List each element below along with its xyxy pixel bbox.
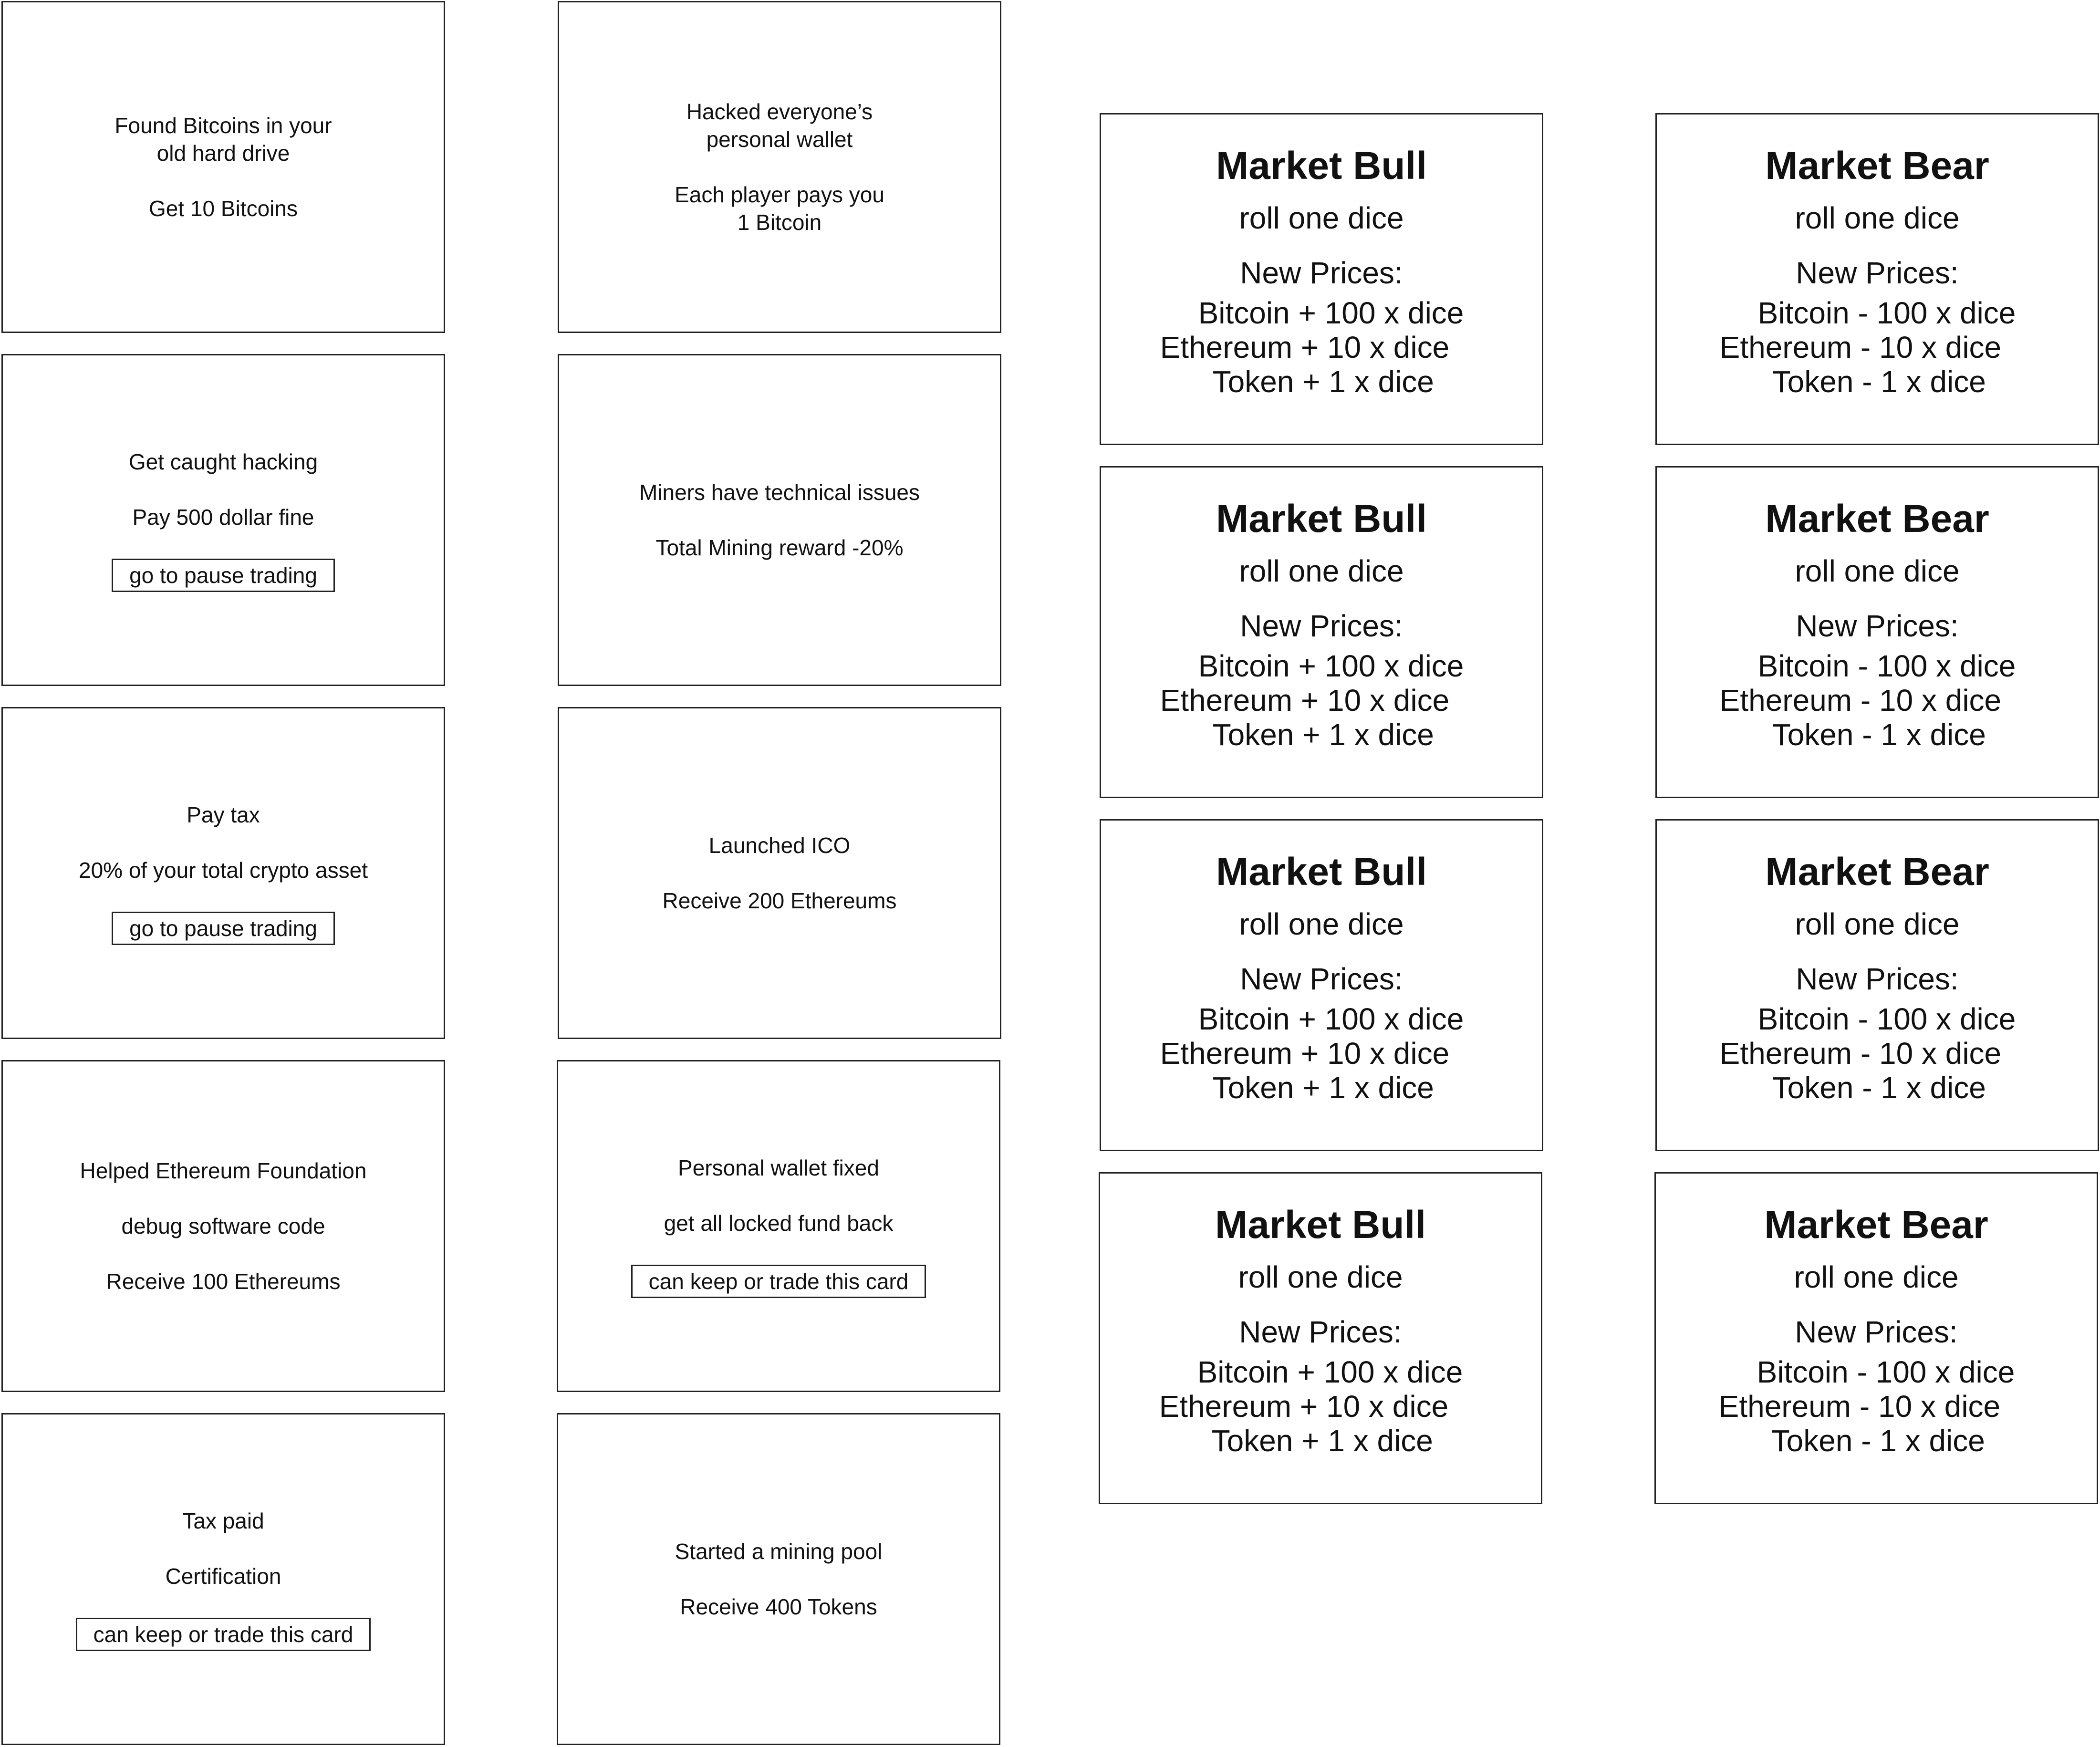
- market-bear-card: [1654, 1172, 2098, 1504]
- event-card-hacked-wallets: [558, 1, 1001, 333]
- card-subtitle: roll one dice: [1239, 201, 1404, 235]
- card-tag: go to pause trading: [112, 559, 335, 592]
- prices-label: New Prices:: [1240, 609, 1403, 643]
- card-subtitle: roll one dice: [1239, 554, 1404, 588]
- card-text: Each player pays you: [675, 182, 884, 207]
- card-text: Started a mining pool: [675, 1539, 883, 1564]
- card-text: Receive 100 Ethereums: [106, 1269, 341, 1294]
- price-token: Token + 1 x dice: [1212, 1071, 1434, 1105]
- price-bitcoin: Bitcoin - 100 x dice: [1757, 296, 2016, 330]
- price-bitcoin: Bitcoin - 100 x dice: [1757, 649, 2016, 683]
- price-ethereum: Ethereum - 10 x dice: [1719, 1036, 2002, 1071]
- price-ethereum: Ethereum - 10 x dice: [1719, 330, 2002, 364]
- card-text: Total Mining reward -20%: [655, 535, 904, 560]
- card-text: Get caught hacking: [128, 449, 318, 474]
- card-text: Pay tax: [187, 802, 260, 827]
- price-token: Token - 1 x dice: [1772, 1071, 1986, 1105]
- event-card-pay-tax: [1, 707, 445, 1039]
- card-title: Market Bear: [1765, 497, 1989, 541]
- card-text: debug software code: [121, 1214, 325, 1238]
- price-token: Token + 1 x dice: [1211, 1424, 1433, 1458]
- event-card-wallet-fixed: [557, 1060, 1000, 1392]
- price-token: Token + 1 x dice: [1212, 718, 1434, 752]
- price-ethereum: Ethereum + 10 x dice: [1160, 330, 1450, 364]
- card-text: Get 10 Bitcoins: [149, 196, 298, 221]
- card-text: 20% of your total crypto asset: [79, 858, 368, 883]
- card-subtitle: roll one dice: [1239, 907, 1404, 941]
- price-token: Token - 1 x dice: [1771, 1424, 1985, 1458]
- card-subtitle: roll one dice: [1794, 1260, 1959, 1294]
- card-tag: go to pause trading: [112, 912, 335, 945]
- event-card-mining-pool: [557, 1413, 1000, 1745]
- card-title: Market Bull: [1216, 144, 1427, 187]
- event-card-helped-ethereum: [1, 1060, 445, 1392]
- card-text: Helped Ethereum Foundation: [80, 1158, 367, 1183]
- price-bitcoin: Bitcoin - 100 x dice: [1757, 1002, 2016, 1036]
- market-bear-card: [1655, 819, 2099, 1151]
- prices-label: New Prices:: [1796, 962, 1959, 996]
- prices-label: New Prices:: [1240, 962, 1403, 996]
- card-subtitle: roll one dice: [1795, 907, 1960, 941]
- card-text: Tax paid: [182, 1508, 264, 1533]
- price-ethereum: Ethereum + 10 x dice: [1160, 1036, 1450, 1071]
- prices-label: New Prices:: [1240, 256, 1403, 290]
- card-title: Market Bear: [1765, 850, 1989, 894]
- card-subtitle: roll one dice: [1795, 554, 1960, 588]
- card-text: get all locked fund back: [664, 1211, 894, 1236]
- market-bear-card: [1655, 113, 2099, 445]
- price-token: Token - 1 x dice: [1772, 364, 1986, 399]
- price-ethereum: Ethereum - 10 x dice: [1718, 1389, 2001, 1424]
- card-text: Found Bitcoins in your: [114, 113, 332, 138]
- card-text: personal wallet: [706, 127, 853, 152]
- prices-label: New Prices:: [1795, 1315, 1958, 1349]
- market-bull-card: [1100, 113, 1543, 445]
- card-title: Market Bull: [1216, 850, 1427, 894]
- market-bear-card: [1655, 466, 2099, 798]
- price-bitcoin: Bitcoin + 100 x dice: [1198, 296, 1464, 330]
- card-subtitle: roll one dice: [1238, 1260, 1403, 1294]
- card-subtitle: roll one dice: [1795, 201, 1960, 235]
- card-text: old hard drive: [156, 141, 290, 166]
- price-ethereum: Ethereum - 10 x dice: [1719, 683, 2002, 718]
- market-bull-card: [1100, 466, 1543, 798]
- card-text: Certification: [165, 1564, 281, 1589]
- card-text: Personal wallet fixed: [678, 1155, 879, 1180]
- card-tag: can keep or trade this card: [76, 1618, 371, 1651]
- card-title: Market Bull: [1216, 497, 1427, 541]
- price-bitcoin: Bitcoin + 100 x dice: [1197, 1355, 1463, 1389]
- price-ethereum: Ethereum + 10 x dice: [1160, 683, 1450, 718]
- card-title: Market Bull: [1215, 1203, 1426, 1247]
- event-card-miners-issues: [558, 354, 1001, 686]
- event-card-tax-paid: [1, 1413, 445, 1745]
- card-title: Market Bear: [1764, 1203, 1988, 1247]
- price-bitcoin: Bitcoin + 100 x dice: [1198, 1002, 1464, 1036]
- card-text: Pay 500 dollar fine: [132, 505, 314, 530]
- price-bitcoin: Bitcoin - 100 x dice: [1757, 1355, 2015, 1389]
- event-card-launched-ico: [558, 707, 1001, 1039]
- price-bitcoin: Bitcoin + 100 x dice: [1198, 649, 1464, 683]
- price-ethereum: Ethereum + 10 x dice: [1159, 1389, 1449, 1424]
- card-text: 1 Bitcoin: [737, 210, 822, 235]
- prices-label: New Prices:: [1796, 609, 1959, 643]
- card-text: Hacked everyone’s: [686, 99, 873, 124]
- event-card-caught-hacking: [1, 354, 445, 686]
- price-token: Token + 1 x dice: [1212, 364, 1434, 399]
- market-bull-card: [1100, 819, 1543, 1151]
- card-text: Miners have technical issues: [639, 480, 920, 505]
- event-card-found-bitcoins: [1, 1, 445, 333]
- prices-label: New Prices:: [1796, 256, 1959, 290]
- card-text: Launched ICO: [708, 833, 851, 858]
- card-text: Receive 400 Tokens: [680, 1594, 877, 1619]
- card-tag: can keep or trade this card: [631, 1265, 926, 1298]
- prices-label: New Prices:: [1239, 1315, 1402, 1349]
- price-token: Token - 1 x dice: [1772, 718, 1986, 752]
- card-text: Receive 200 Ethereums: [662, 888, 897, 913]
- market-bull-card: [1099, 1172, 1542, 1504]
- card-title: Market Bear: [1765, 144, 1989, 187]
